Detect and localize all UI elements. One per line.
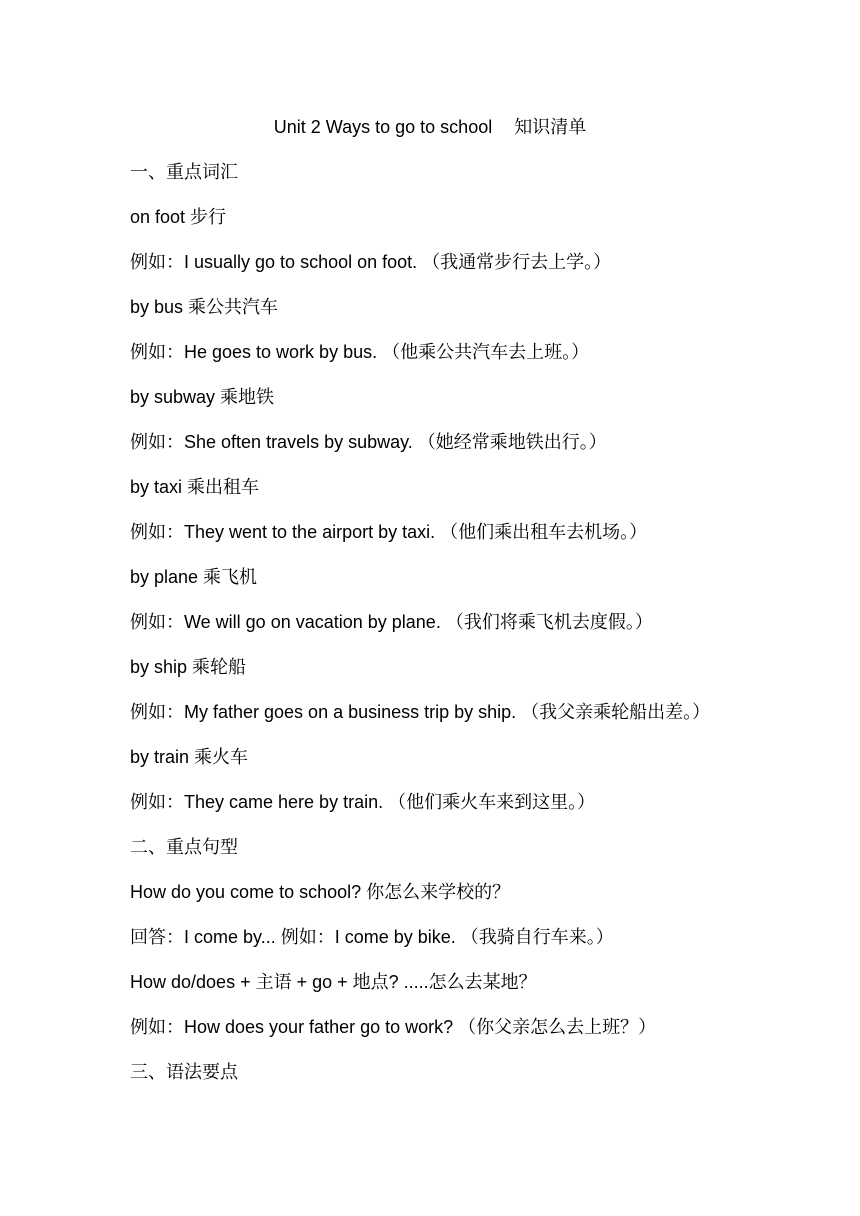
title-chinese: 知识清单 xyxy=(514,117,587,137)
example-by-train: 例如：They came here by train. （他们乘火车来到这里。） xyxy=(130,792,596,812)
vocab-by-ship: by ship 乘轮船 xyxy=(130,657,247,677)
section-heading-sentence-patterns: 二、重点句型 xyxy=(130,837,238,857)
vocab-by-bus: by bus 乘公共汽车 xyxy=(130,297,279,317)
content-lines xyxy=(130,159,840,1104)
example-by-bus: 例如：He goes to work by bus. （他乘公共汽车去上班。） xyxy=(130,342,590,362)
pattern-answer: 回答：I come by... 例如：I come by bike. （我骑自行车来。） xyxy=(130,927,614,947)
vocab-by-taxi: by taxi 乘出租车 xyxy=(130,477,260,497)
example-by-plane: 例如：We will go on vacation by plane. （我们将乘飞机去度假。） xyxy=(130,612,653,632)
vocab-by-train: by train 乘火车 xyxy=(130,747,249,767)
pattern-how-do-you-come: How do you come to school? 你怎么来学校的？ xyxy=(130,882,511,902)
vocab-by-subway: by subway 乘地铁 xyxy=(130,387,275,407)
example-how-does-go: 例如：How does your father go to work? （你父亲怎么去上班？） xyxy=(130,1017,657,1037)
section-heading-vocabulary: 一、重点词汇 xyxy=(130,162,238,182)
example-by-subway: 例如：She often travels by subway. （她经常乘地铁出行。） xyxy=(130,432,607,452)
vocab-on-foot: on foot 步行 xyxy=(130,207,227,227)
section-heading-grammar: 三、语法要点 xyxy=(130,1062,238,1082)
example-on-foot: 例如：I usually go to school on foot. （我通常步行去上学。） xyxy=(130,252,612,272)
title-english: Unit 2 Ways to go to school xyxy=(273,117,493,137)
pattern-how-do-does-go: How do/does + 主语 + go + 地点? .....怎么去某地？ xyxy=(130,972,537,992)
example-by-ship: 例如：My father goes on a business trip by ship. （我父亲乘轮船出差。） xyxy=(130,702,711,722)
vocab-by-plane: by plane 乘飞机 xyxy=(130,567,258,587)
example-by-taxi: 例如：They went to the airport by taxi. （他们乘出租车去机场。） xyxy=(130,522,648,542)
document-title xyxy=(0,114,860,140)
